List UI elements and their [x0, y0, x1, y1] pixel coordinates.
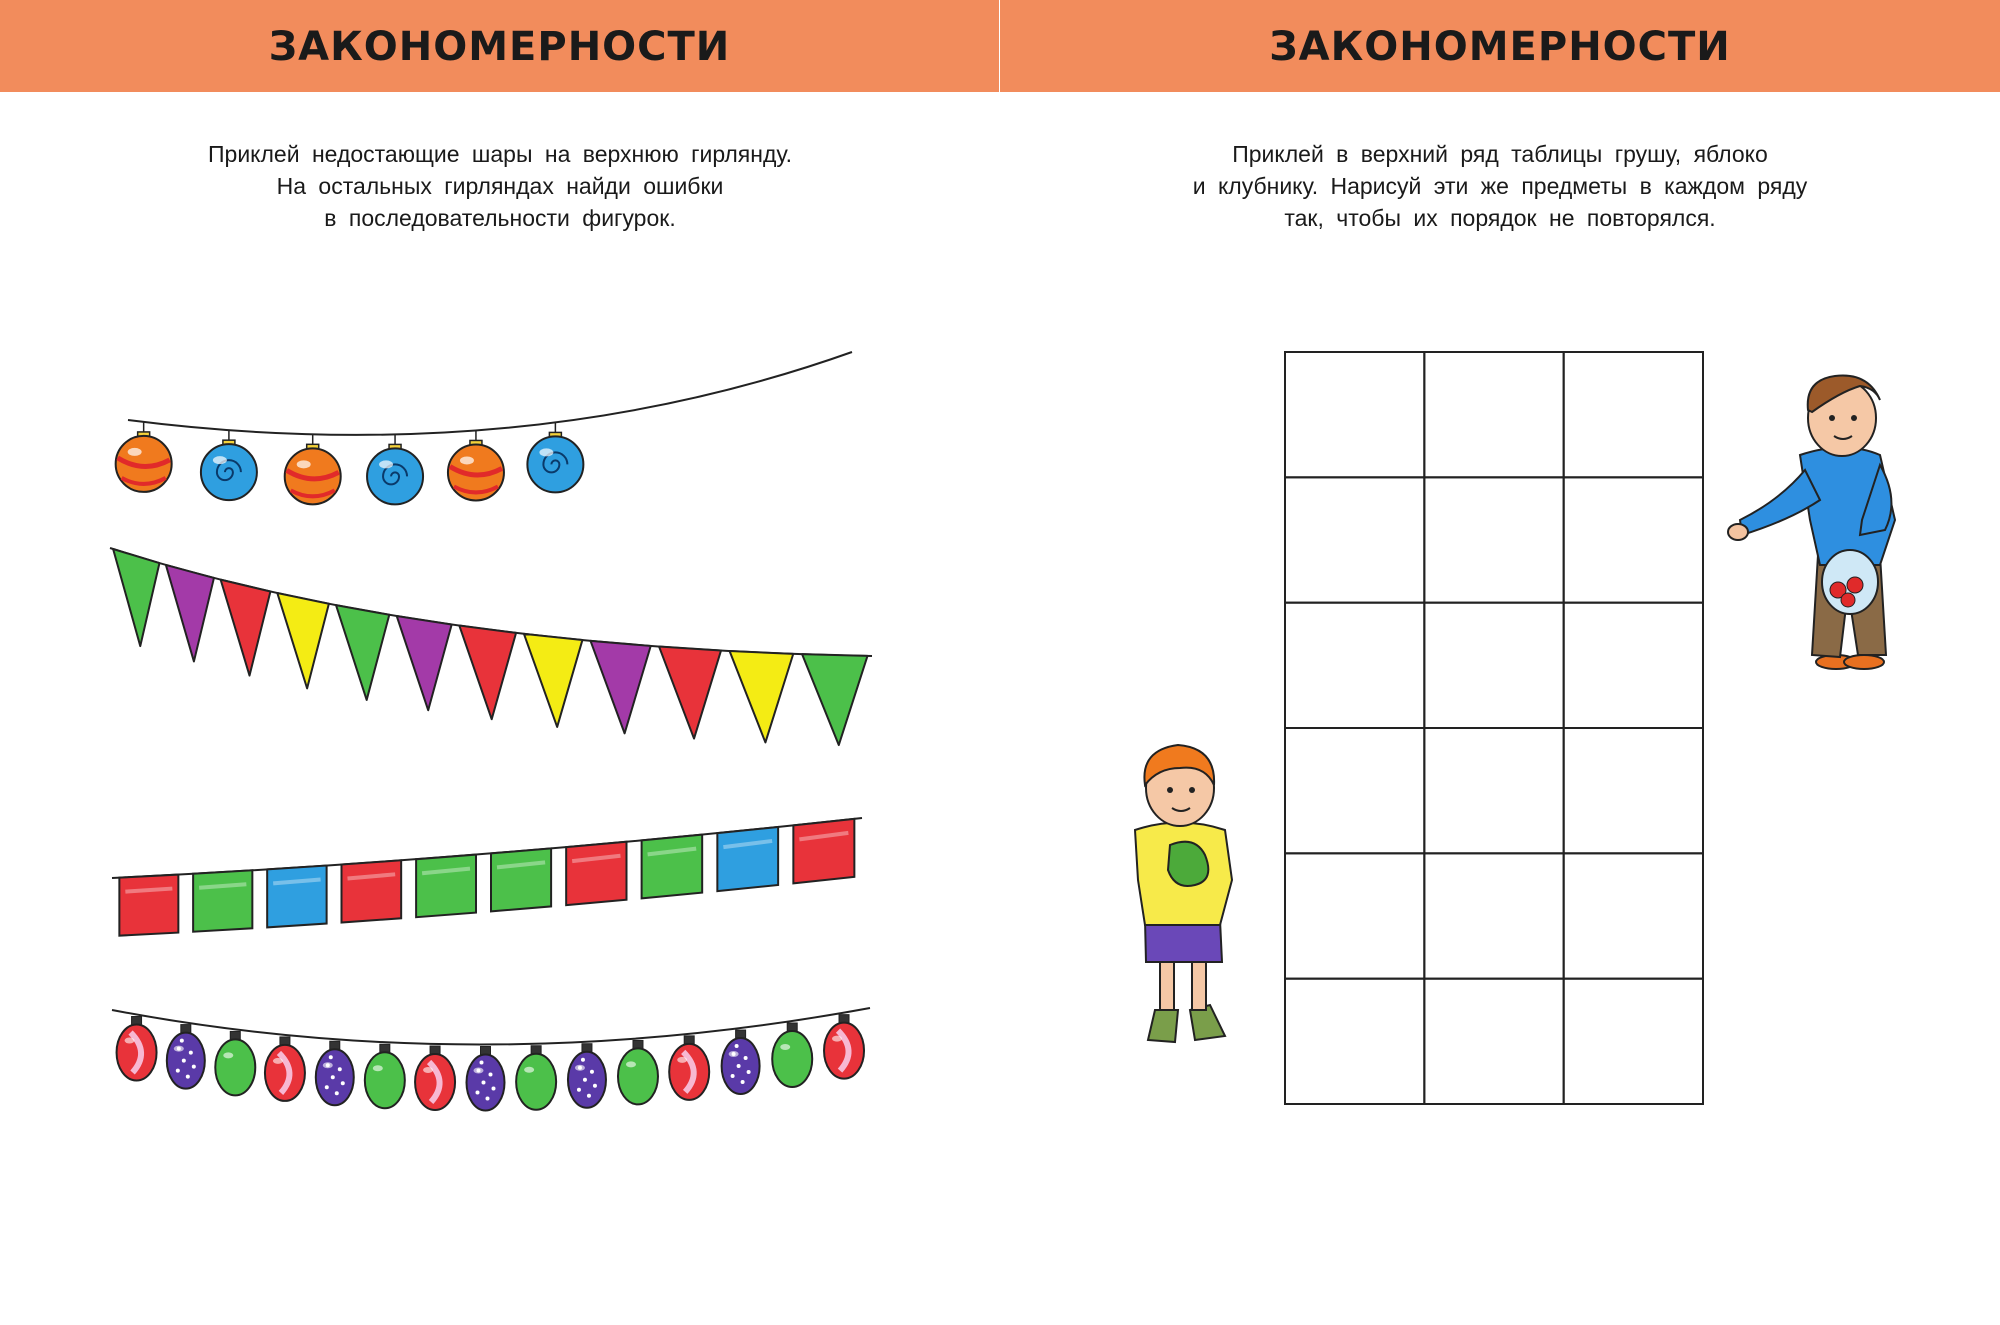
- grid-cell[interactable]: [1424, 853, 1563, 978]
- answer-grid: [1285, 352, 1703, 1104]
- garland-2-flag: [590, 641, 650, 734]
- left-task-line: На остальных гирляндах найди ошибки: [276, 173, 724, 199]
- grid-cell[interactable]: [1424, 477, 1563, 602]
- garland-4-light: [824, 1015, 864, 1079]
- garland-3-flag: [119, 875, 178, 936]
- garland-4-light: [669, 1036, 709, 1100]
- garland-4-light: [618, 1040, 658, 1104]
- right-task-line: так, чтобы их порядок не повторялся.: [1284, 205, 1716, 231]
- garland-2-flag: [397, 616, 452, 710]
- right-table-illustration: [1000, 0, 2000, 1325]
- grid-cell[interactable]: [1285, 979, 1424, 1104]
- garland-4-light: [167, 1025, 205, 1089]
- garland-2-flag: [166, 565, 214, 661]
- boy-with-bag-illustration: [1728, 376, 1895, 670]
- garland-4-light: [265, 1037, 305, 1101]
- grid-cell[interactable]: [1564, 979, 1703, 1104]
- left-task-line: в последовательности фигурок.: [324, 205, 676, 231]
- garland-1-ball: [201, 430, 257, 500]
- right-task-line: и клубнику. Нарисуй эти же предметы в каждом ряду: [1192, 173, 1808, 199]
- boy-with-leaf-illustration: [1135, 745, 1232, 1042]
- grid-cell[interactable]: [1424, 603, 1563, 728]
- garland-1-ball: [527, 422, 583, 492]
- garland-3-flag: [267, 866, 326, 928]
- garland-3-flag: [793, 819, 854, 884]
- garland-3-flag: [566, 842, 626, 905]
- garland-2-flag: [336, 605, 389, 700]
- garland-4-light: [117, 1017, 157, 1081]
- garland-4-string: [112, 1008, 870, 1045]
- garland-1-ball: [367, 434, 423, 504]
- grid-cell[interactable]: [1424, 352, 1563, 477]
- garland-3-flag: [193, 870, 252, 931]
- grid-cell[interactable]: [1564, 728, 1703, 853]
- grid-cell[interactable]: [1285, 477, 1424, 602]
- garland-2-flag: [113, 549, 159, 646]
- garland-4-light: [772, 1023, 812, 1087]
- grid-cell[interactable]: [1285, 352, 1424, 477]
- garland-2-flag: [277, 593, 329, 688]
- garland-4-light: [516, 1046, 556, 1110]
- grid-cell[interactable]: [1424, 979, 1563, 1104]
- grid-cell[interactable]: [1285, 603, 1424, 728]
- grid-cell[interactable]: [1564, 477, 1703, 602]
- right-page: [1000, 0, 2000, 1325]
- garland-4-light: [215, 1031, 255, 1095]
- left-task-line: Приклей недостающие шары на верхнюю гирлянду.: [208, 141, 792, 167]
- garland-3-flag: [717, 827, 778, 891]
- left-page-title: ЗАКОНОМЕРНОСТИ: [268, 24, 731, 70]
- garland-4-light: [722, 1030, 760, 1094]
- garland-4-light: [316, 1041, 354, 1105]
- right-page-title: ЗАКОНОМЕРНОСТИ: [1269, 24, 1731, 70]
- garland-4-light: [415, 1046, 455, 1110]
- grid-cell[interactable]: [1564, 352, 1703, 477]
- garland-2-flag: [221, 580, 271, 676]
- garland-4-light: [467, 1047, 505, 1111]
- garland-1-ball: [285, 434, 341, 504]
- garland-1-string: [128, 352, 852, 435]
- garland-3-flag: [491, 848, 551, 911]
- grid-cell[interactable]: [1424, 728, 1563, 853]
- garland-4-light: [568, 1044, 606, 1108]
- garland-3-flag: [342, 860, 402, 922]
- grid-cell[interactable]: [1285, 728, 1424, 853]
- garland-2-flag: [459, 626, 516, 720]
- garland-4-light: [365, 1044, 405, 1108]
- garland-3-flag: [416, 855, 476, 918]
- grid-cell[interactable]: [1564, 853, 1703, 978]
- garland-2-flag: [524, 634, 582, 727]
- right-task-line: Приклей в верхний ряд таблицы грушу, яблоко: [1232, 141, 1768, 167]
- garland-2-flag: [730, 651, 794, 742]
- garland-2-flag: [802, 654, 867, 745]
- garland-1-ball: [448, 430, 504, 500]
- garland-3-flag: [642, 835, 703, 899]
- garland-2-flag: [659, 647, 721, 739]
- grid-cell[interactable]: [1285, 853, 1424, 978]
- grid-cell[interactable]: [1564, 603, 1703, 728]
- garland-1-ball: [116, 422, 172, 492]
